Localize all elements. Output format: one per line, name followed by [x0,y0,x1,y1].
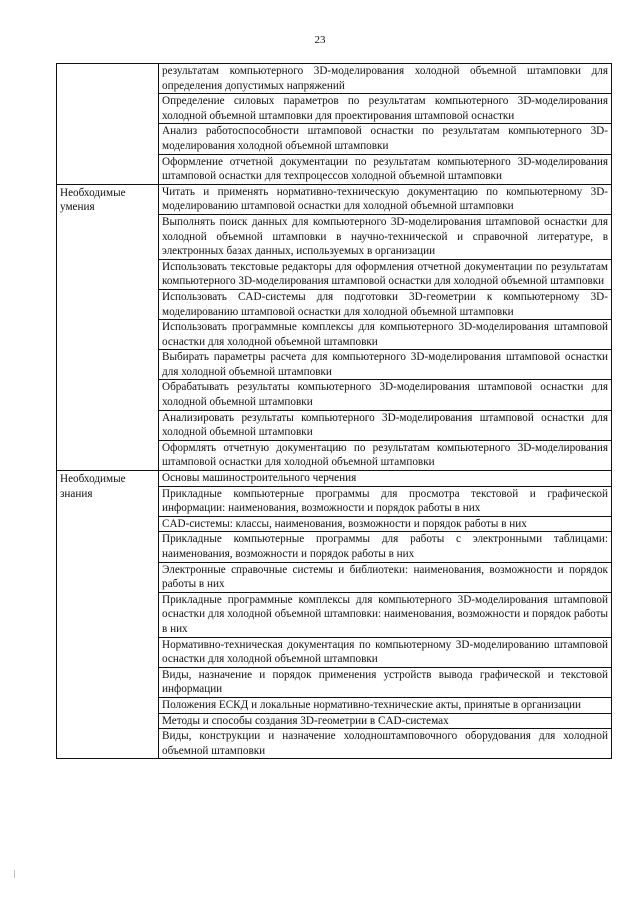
requirements-table [56,63,612,759]
section-label-skills: Необходимые умения [57,184,159,470]
table-cell: Выполнять поиск данных для компьютерного 3D-моделирования штамповой оснастки для холодной объемной штамповки в научно-технической и справочной литературе, в электронных базах данных, используемых в организации [159,214,612,259]
page-number: 23 [314,34,326,46]
table-cell: Обрабатывать результаты компьютерного 3D-моделирования штамповой оснастки для холодной объемной штамповки [159,380,612,410]
section-label-knowledge: Необходимые знания [57,471,159,759]
section-label [57,64,159,185]
table-cell: Виды, конструкции и назначение холодноштамповочного оборудования для холодной объемной штамповки [159,729,612,759]
table-cell: Прикладные компьютерные программы для работы с электронными таблицами: наименования, возможности и порядок работы в них [159,532,612,562]
scan-mark [14,870,15,878]
table-cell: Анализ работоспособности штамповой оснастки по результатам компьютерного 3D-моделирования холодной объемной штамповки [159,124,612,154]
table-cell: Прикладные программные комплексы для компьютерного 3D-моделирования штамповой оснастки для холодной объемной штамповки: наименования, возможности и порядок работы в них [159,592,612,637]
table-cell: Читать и применять нормативно-техническую документацию по компьютерному 3D-моделированию штамповой оснастки для холодной объемной штамповки [159,184,612,214]
table-cell: Положения ЕСКД и локальные нормативно-технические акты, принятые в организации [159,697,612,713]
table-cell: Электронные справочные системы и библиотеки: наименования, возможности и порядок работы в них [159,562,612,592]
table-cell: Выбирать параметры расчета для компьютерного 3D-моделирования штамповой оснастки для холодной объемной штамповки [159,350,612,380]
table-cell: результатам компьютерного 3D-моделирования холодной объемной штамповки для определения допустимых напряжений [159,64,612,94]
table-cell: CAD-системы: классы, наименования, возможности и порядок работы в них [159,516,612,532]
table-cell: Основы машиностроительного черчения [159,471,612,487]
table-cell: Анализировать результаты компьютерного 3D-моделирования штамповой оснастки для холодной объемной штамповки [159,410,612,440]
table-cell: Оформление отчетной документации по результатам компьютерного 3D-моделирования штамповой оснастки для техпроцессов холодной объемной штамповки [159,154,612,184]
table-cell: Использовать CAD-системы для подготовки 3D-геометрии к компьютерному 3D-моделированию штамповой оснастки для холодной объемной штамповки [159,289,612,319]
table-cell: Нормативно-техническая документация по компьютерному 3D-моделированию штамповой оснастки для холодной объемной штамповки [159,637,612,667]
table-cell: Определение силовых параметров по результатам компьютерного 3D-моделирования холодной объемной штамповки для проектирования штамповой оснастки [159,94,612,124]
table-cell: Оформлять отчетную документацию по результатам компьютерного 3D-моделирования штамповой оснастки для холодной объемной штамповки [159,440,612,470]
table-row [57,184,612,214]
table-cell: Использовать текстовые редакторы для оформления отчетной документации по результатам компьютерного 3D-моделирования штамповой оснастки для холодной объемной штамповки [159,259,612,289]
table-row [57,64,612,94]
table-cell: Виды, назначение и порядок применения устройств вывода графической и текстовой информации [159,667,612,697]
table-cell: Методы и способы создания 3D-геометрии в CAD-системах [159,713,612,729]
table-cell: Прикладные компьютерные программы для просмотра текстовой и графической информации: наименования, возможности и порядок работы в них [159,486,612,516]
table-cell: Использовать программные комплексы для компьютерного 3D-моделирования штамповой оснастки для холодной объемной штамповки [159,320,612,350]
table-row [57,471,612,487]
